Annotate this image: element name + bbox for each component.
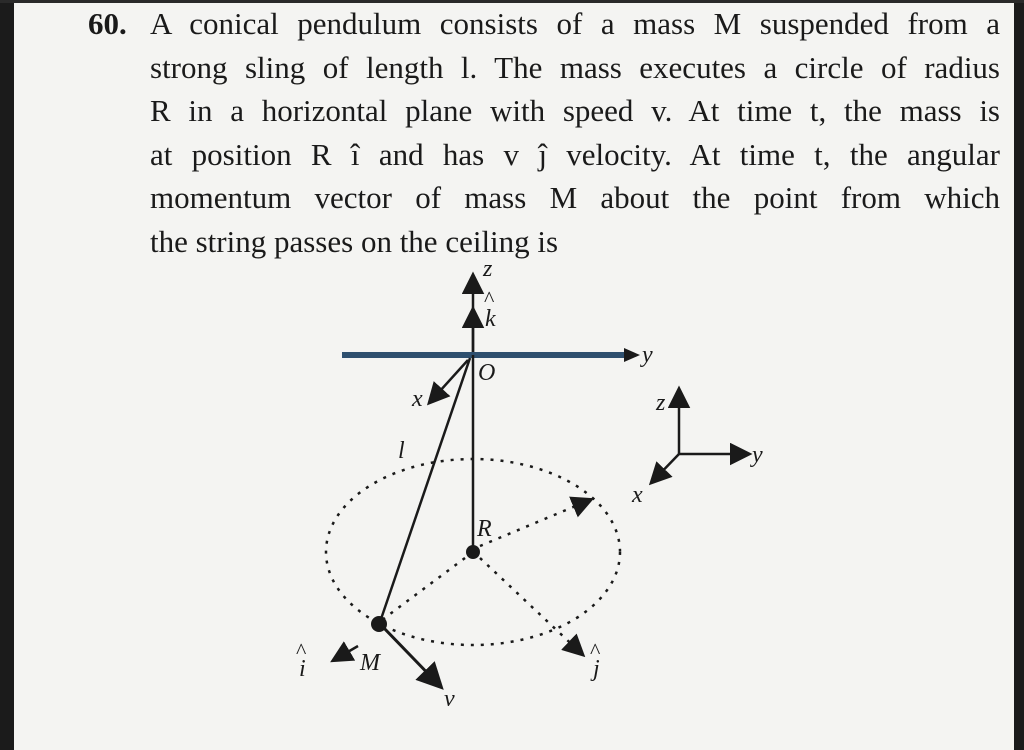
ref-x-axis — [652, 454, 679, 482]
z-axis-label: z — [483, 256, 493, 282]
ref-y-label: y — [752, 442, 763, 468]
y-axis-label: y — [642, 342, 653, 368]
question-line-6: the string passes on the ceiling is — [150, 223, 559, 259]
k-hat-caret: ^ — [484, 286, 495, 311]
x-axis-label: x — [412, 386, 423, 412]
y-axis-arrowhead — [624, 348, 640, 362]
velocity-label: v — [444, 686, 455, 712]
string — [380, 358, 470, 622]
radius-label: R — [477, 516, 492, 542]
question-line-1: A conical pendulum consists of a mass M suspended from a — [150, 6, 1000, 41]
j-hat-caret: ^ — [590, 638, 601, 663]
mass-label: M — [360, 650, 380, 676]
question-line-2: strong sling of length l. The mass executes a circle of radius — [150, 49, 1000, 85]
radius-vector — [480, 500, 590, 546]
ref-z-label: z — [656, 390, 666, 416]
question-number: 60. — [88, 6, 127, 41]
velocity-vector — [382, 626, 440, 686]
j-unit-vector — [480, 558, 582, 654]
question-line-4: at position R î and has v ĵ velocity. At time t, the angular — [150, 136, 1000, 172]
i-hat-caret: ^ — [296, 638, 307, 663]
ref-x-label: x — [632, 482, 643, 508]
j-hat-label: j — [593, 656, 600, 682]
question-line-3: R in a horizontal plane with speed v. At time t, the mass is — [150, 93, 1000, 128]
question-line-5: momentum vector of mass M about the point from which — [150, 180, 1000, 215]
origin-label: O — [478, 360, 496, 386]
i-unit-vector — [334, 646, 358, 660]
i-hat-label: i — [299, 656, 306, 682]
radius-to-mass — [382, 552, 473, 620]
k-hat-label: k — [485, 306, 496, 332]
circle-center — [466, 545, 480, 559]
length-label: l — [398, 438, 405, 464]
